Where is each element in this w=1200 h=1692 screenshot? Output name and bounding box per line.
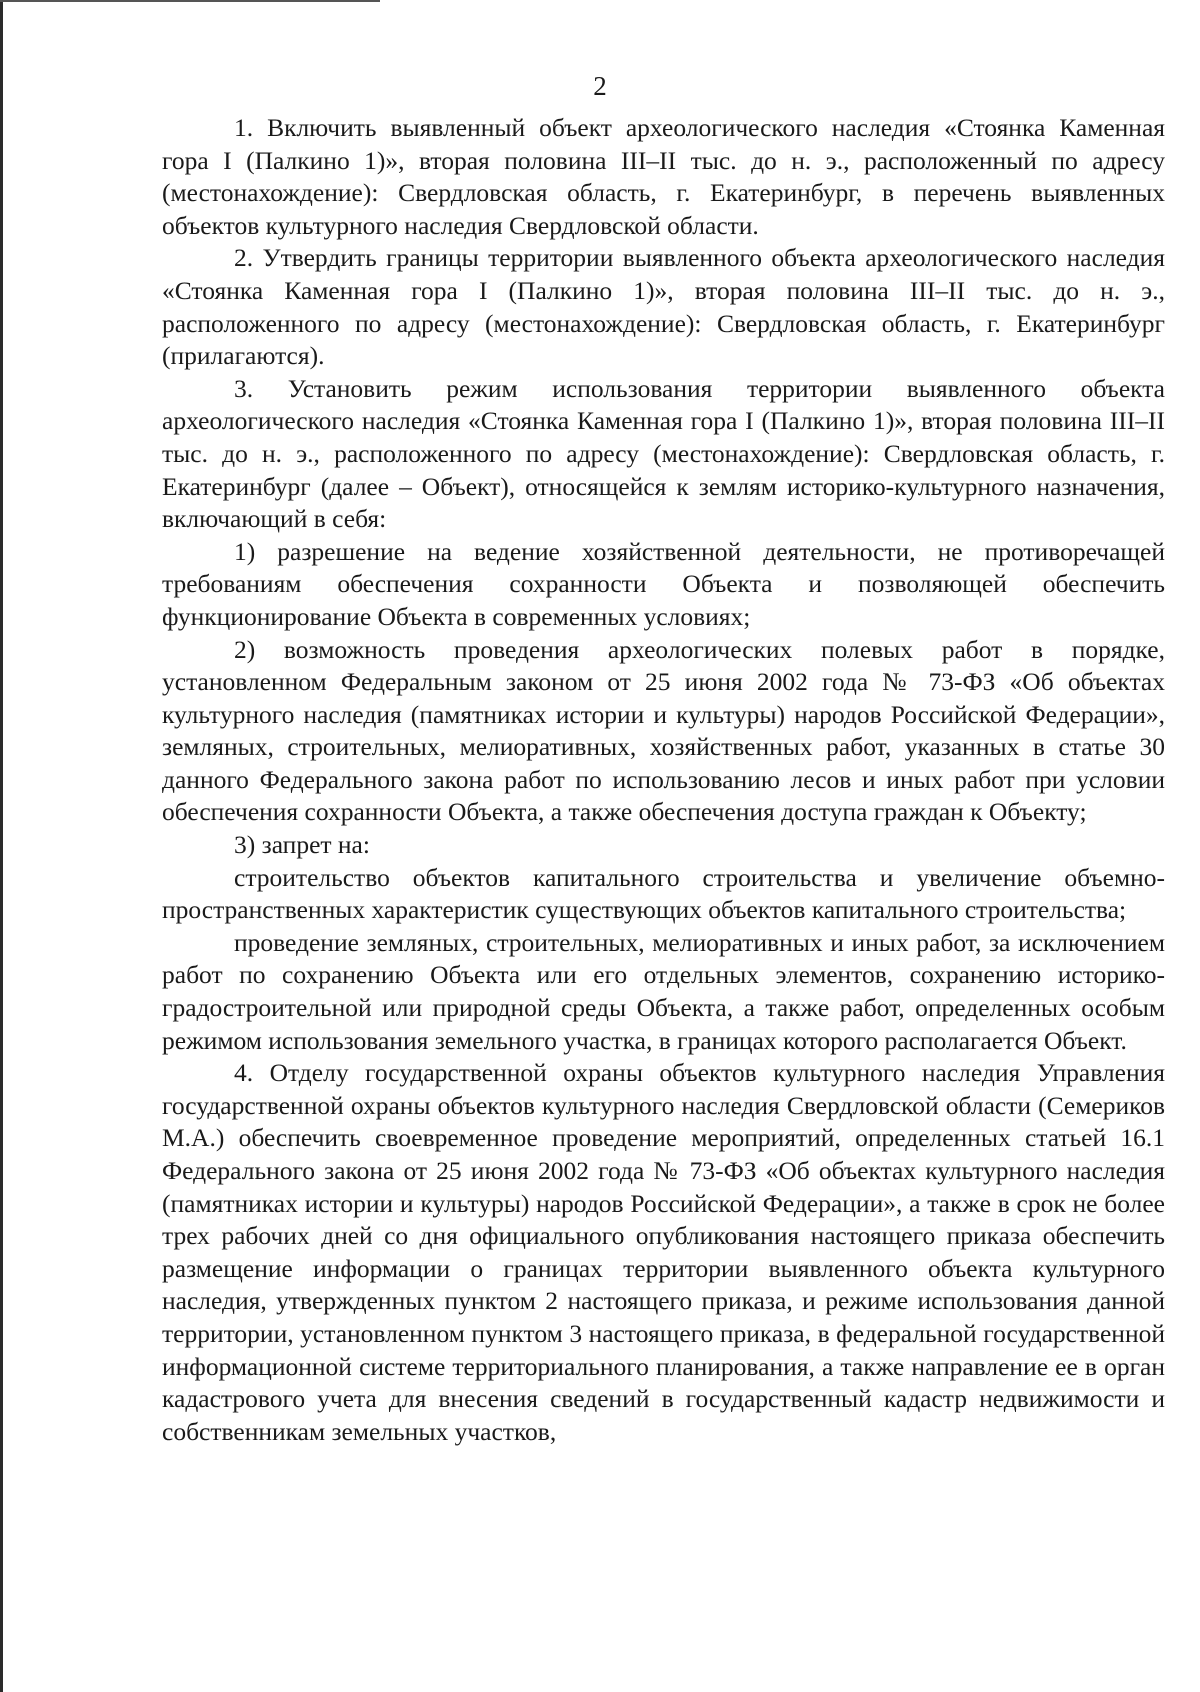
- paragraph-item-4: 4. Отделу государственной охраны объектов культурного наследия Управления государственной охраны объектов культурного наследия Свердловской области (Семериков М.А.) обеспечить своевременное проведение мероприятий, определенных статьей 16.1 Федерального закона от 25 июня 2002 года № 73-ФЗ «Об объектах культурного наследия (памятниках истории и культуры) народов Российской Федерации», а также в срок не более трех рабочих дней со дня официального опубликования настоящего приказа обеспечить размещение информации о границах территории выявленного объекта культурного наследия, утвержденных пунктом 2 настоящего приказа, и режиме использования данной территории, установленном пунктом 3 настоящего приказа, в федеральной государственной информационной системе территориального планирования, а также направление ее в орган кадастрового учета для внесения сведений в государственный кадастр недвижимости и собственникам земельных участков,: [162, 1058, 1165, 1446]
- page-number: 2: [593, 71, 607, 101]
- paragraph-subitem-1: 1) разрешение на ведение хозяйственной деятельности, не противоречащей требованиям обеспечения сохранности Объекта и позволяющей обеспечить функционирование Объекта в современных условиях;: [162, 536, 1165, 631]
- paragraph-prohibition-construction: строительство объектов капитального строительства и увеличение объемно-пространственных характеристик существующих объектов капитального строительства;: [162, 862, 1165, 925]
- paragraph-item-2: 2. Утвердить границы территории выявленного объекта археологического наследия «Стоянка Каменная гора I (Палкино 1)», вторая половина III–II тыс. до н. э., расположенного по адресу (местонахождение): Свердловская область, г. Екатеринбург (прилагаются).: [162, 243, 1165, 371]
- paragraph-subitem-3: 3) запрет на:: [234, 830, 370, 860]
- document-body: [162, 112, 1165, 1448]
- scan-top-line: [0, 0, 380, 2]
- paragraph-item-3: 3. Установить режим использования территории выявленного объекта археологического наследия «Стоянка Каменная гора I (Палкино 1)», вторая половина III–II тыс. до н. э., расположенного по адресу (местонахождение): Свердловская область, г. Екатеринбург (далее – Объект), относящейся к землям историко-культурного назначения, включающий в себя:: [162, 373, 1165, 534]
- scan-edge-shadow: [0, 0, 3, 1692]
- paragraph-prohibition-works: проведение земляных, строительных, мелиоративных и иных работ, за исключением работ по сохранению Объекта или его отдельных элементов, сохранению историко-градостроительной или природной среды Объекта, а также работ, определенных особым режимом использования земельного участка, в границах которого располагается Объект.: [162, 927, 1165, 1055]
- paragraph-subitem-2: 2) возможность проведения археологических полевых работ в порядке, установленном Федеральным законом от 25 июня 2002 года № 73-ФЗ «Об объектах культурного наследия (памятниках истории и культуры) народов Российской Федерации», земляных, строительных, мелиоративных, хозяйственных работ, указанных в статье 30 данного Федерального закона работ по использованию лесов и иных работ при условии обеспечения сохранности Объекта, а также обеспечения доступа граждан к Объекту;: [162, 634, 1165, 827]
- paragraph-item-1: 1. Включить выявленный объект археологического наследия «Стоянка Каменная гора I (Палкино 1)», вторая половина III–II тыс. до н. э., расположенный по адресу (местонахождение): Свердловская область, г. Екатеринбург, в перечень выявленных объектов культурного наследия Свердловской области.: [162, 113, 1165, 240]
